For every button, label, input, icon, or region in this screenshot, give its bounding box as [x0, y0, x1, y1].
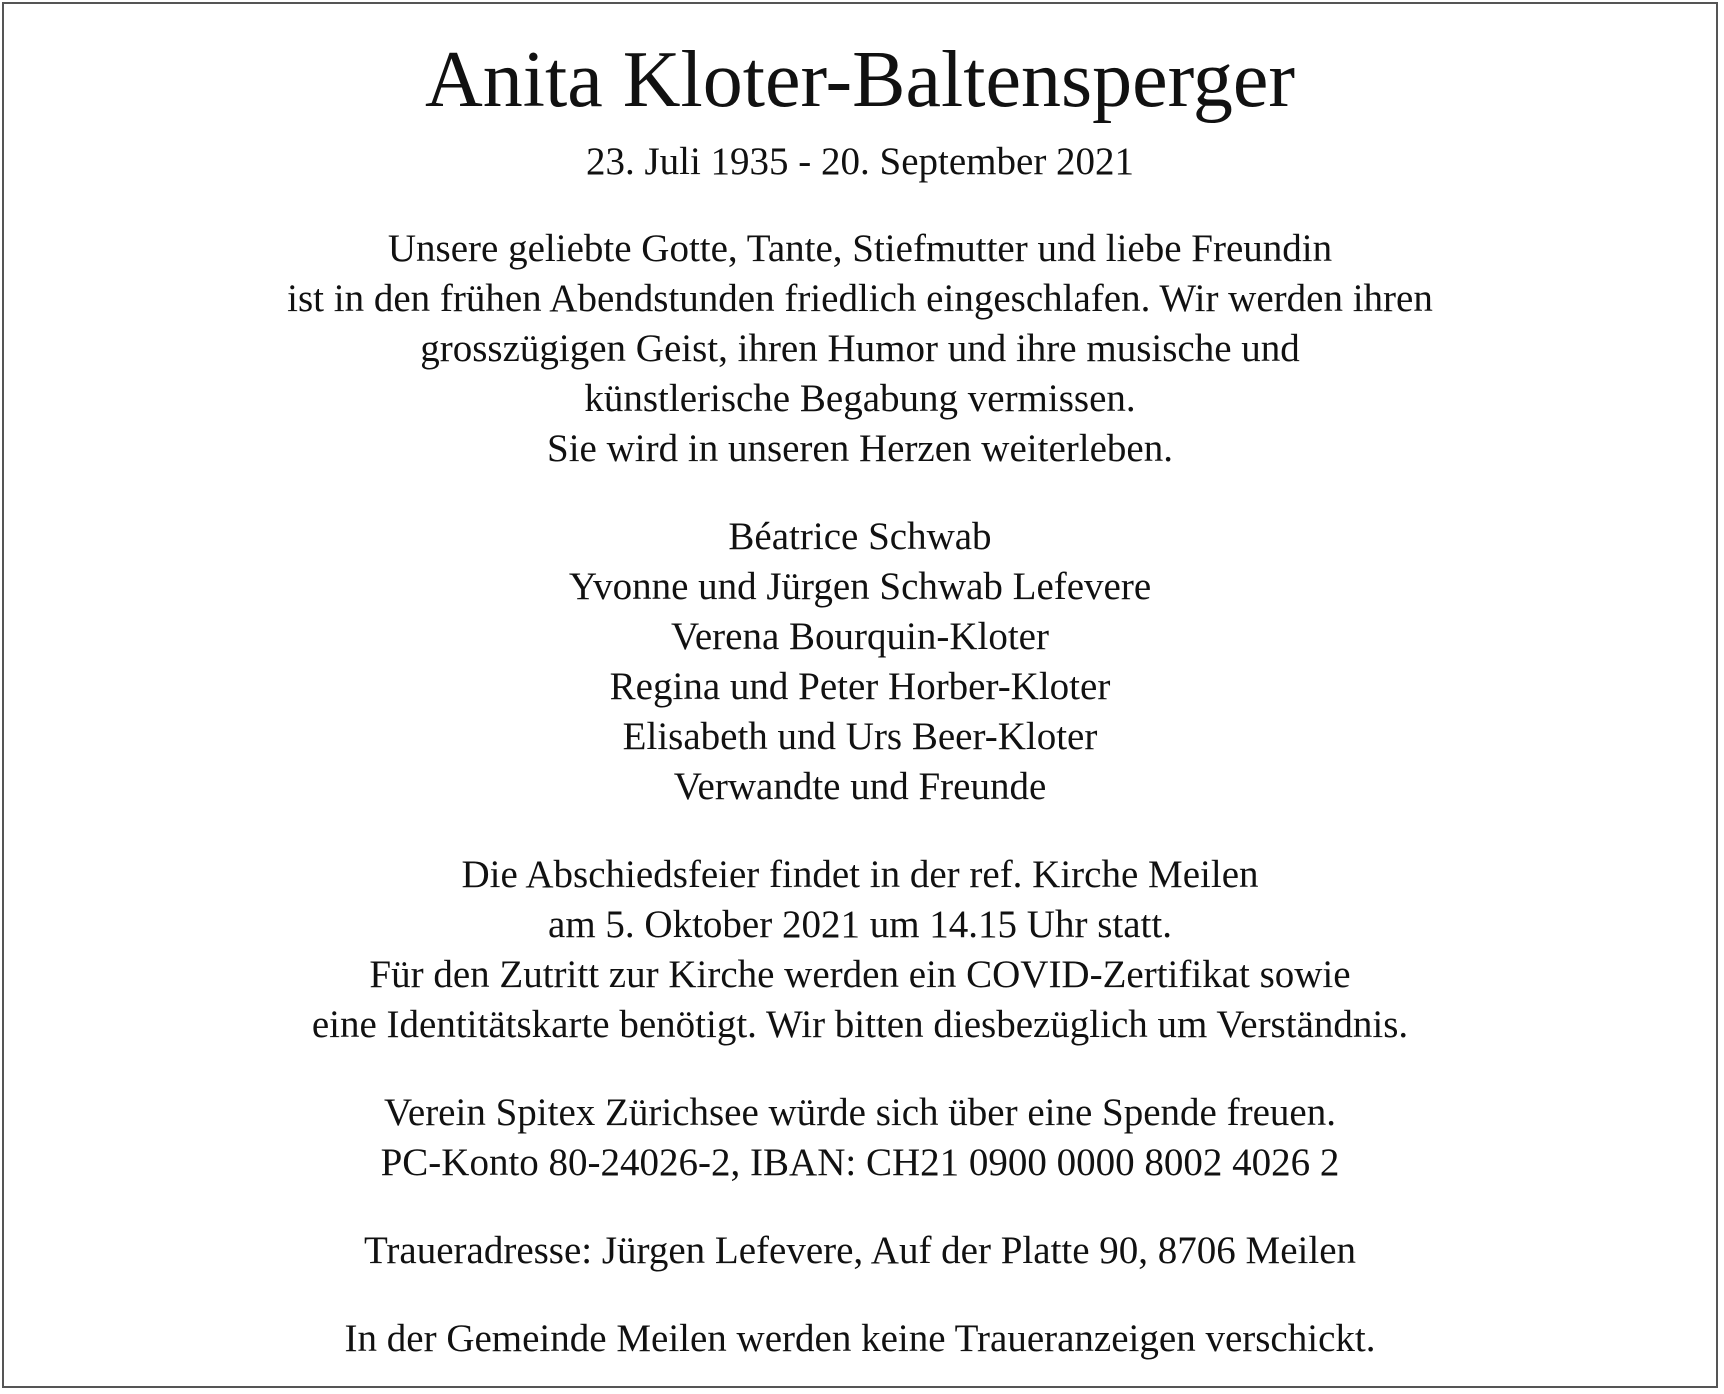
mourner-name: Regina und Peter Horber-Kloter [609, 665, 1111, 708]
notice-frame [2, 2, 1718, 1388]
message-line: ist in den frühen Abendstunden friedlich eingeschlafen. Wir werden ihren [287, 277, 1433, 320]
ceremony-line: Die Abschiedsfeier findet in der ref. Kirche Meilen [461, 853, 1259, 896]
closing-note [4, 1314, 1716, 1364]
message-line: Sie wird in unseren Herzen weiterleben. [547, 427, 1173, 470]
address-line: Traueradresse: Jürgen Lefevere, Auf der Platte 90, 8706 Meilen [363, 1229, 1357, 1272]
donation-info [4, 1088, 1716, 1188]
mourners-list [4, 512, 1716, 812]
mourner-name: Béatrice Schwab [728, 515, 992, 558]
memorial-message [4, 224, 1716, 474]
message-line: grosszügigen Geist, ihren Humor und ihre musische und [420, 327, 1300, 370]
life-dates: 23. Juli 1935 - 20. September 2021 [585, 140, 1135, 183]
mourning-address [4, 1226, 1716, 1276]
mourner-name: Elisabeth und Urs Beer-Kloter [622, 715, 1098, 758]
message-line: Unsere geliebte Gotte, Tante, Stiefmutter und liebe Freundin [387, 227, 1333, 270]
mourner-name: Yvonne und Jürgen Schwab Lefevere [568, 565, 1152, 608]
donation-line: PC-Konto 80-24026-2, IBAN: CH21 0900 0000 8002 4026 2 [380, 1141, 1340, 1184]
deceased-name: Anita Kloter-Baltensperger [425, 36, 1295, 124]
ceremony-line: eine Identitätskarte benötigt. Wir bitten diesbezüglich um Verständnis. [311, 1003, 1409, 1046]
ceremony-info [4, 850, 1716, 1050]
donation-line: Verein Spitex Zürichsee würde sich über eine Spende freuen. [384, 1091, 1336, 1134]
message-line: künstlerische Begabung vermissen. [584, 377, 1136, 420]
mourner-name: Verwandte und Freunde [673, 765, 1047, 808]
mourner-name: Verena Bourquin-Kloter [671, 615, 1049, 658]
ceremony-line: Für den Zutritt zur Kirche werden ein COVID-Zertifikat sowie [369, 953, 1351, 996]
note-line: In der Gemeinde Meilen werden keine Traueranzeigen verschickt. [344, 1317, 1376, 1360]
ceremony-line: am 5. Oktober 2021 um 14.15 Uhr statt. [548, 903, 1172, 946]
